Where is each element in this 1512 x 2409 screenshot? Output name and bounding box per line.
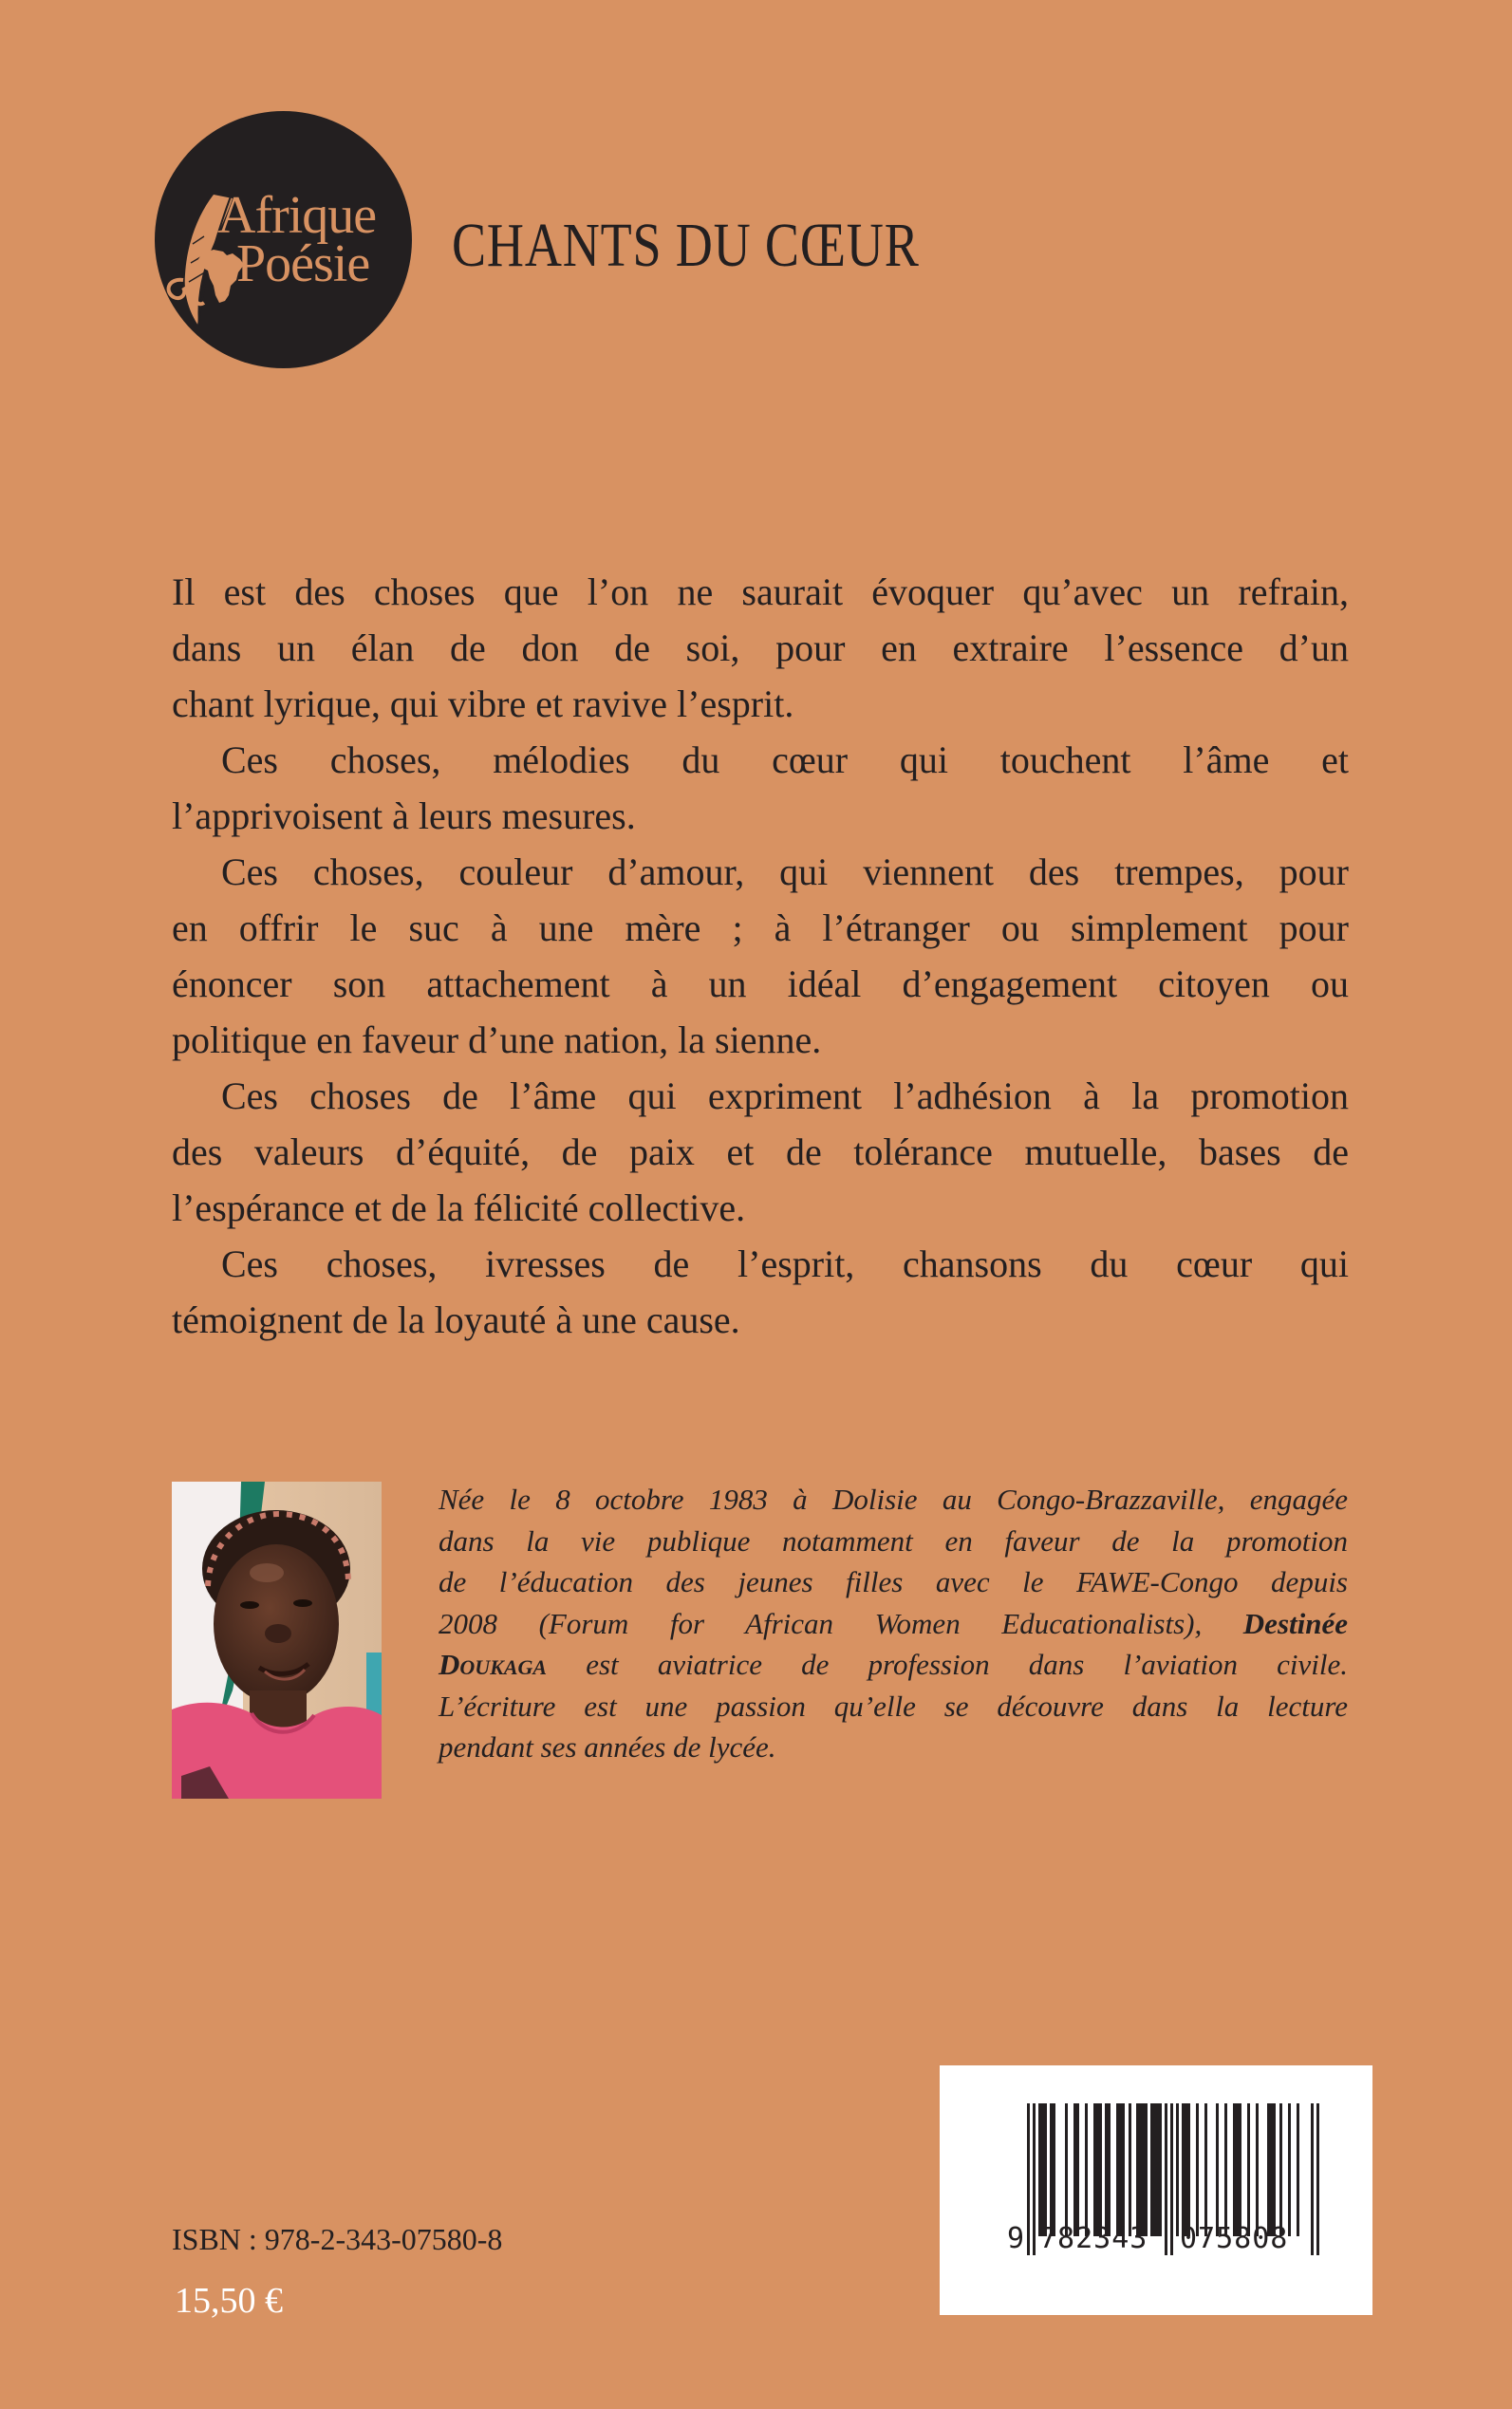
blurb-paragraph-4 [172,1068,1349,1236]
blurb-line: Ces choses de l’âme qui expriment l’adhésion à la promotion [221,1074,1349,1117]
back-cover-blurb [172,564,1349,1348]
bio-line: pendant ses années de lycée. [439,1730,776,1764]
barcode [940,2065,1372,2315]
svg-text:075808: 075808 [1180,2222,1289,2255]
svg-text:9: 9 [1007,2222,1025,2255]
author-portrait-image [172,1482,382,1799]
bio-line: de l’éducation des jeunes filles avec le FAWE-Congo depuis [439,1565,1348,1598]
blurb-line: dans un élan de don de soi, pour en extraire l’essence d’un [172,626,1349,669]
price-label: 15,50 € [175,2281,283,2321]
isbn-label: ISBN : 978-2-343-07580-8 [172,2222,503,2256]
blurb-line: énoncer son attachement à un idéal d’engagement citoyen ou [172,962,1349,1005]
bio-line: dans la vie publique notamment en faveur de la promotion [439,1523,1348,1558]
blurb-line: Il est des choses que l’on ne saurait évoquer qu’avec un refrain, [172,570,1349,613]
blurb-line: chant lyrique, qui vibre et ravive l’esprit. [172,682,794,725]
blurb-line: en offrir le suc à une mère ; à l’étranger ou simplement pour [172,906,1349,949]
author-last-name: Doukaga [439,1648,548,1681]
author-bio [439,1479,1348,1768]
bio-line: Née le 8 octobre 1983 à Dolisie au Congo-Brazzaville, engagée [439,1483,1348,1516]
blurb-line: Ces choses, mélodies du cœur qui touchent l’âme et [221,738,1349,781]
blurb-paragraph-1 [172,564,1349,732]
blurb-paragraph-5 [172,1236,1349,1348]
blurb-line: l’espérance et de la félicité collective. [172,1186,746,1229]
blurb-paragraph-3 [172,844,1349,1068]
bio-line [439,1644,1348,1686]
blurb-line: Ces choses, couleur d’amour, qui viennent des trempes, pour [221,850,1349,893]
bio-line: L’écriture est une passion qu’elle se découvre dans la lecture [439,1689,1348,1723]
author-first-name: Destinée [1242,1606,1348,1640]
blurb-line: témoignent de la loyauté à une cause. [172,1298,740,1341]
barcode-digits [1003,2193,1326,2259]
author-photo [172,1482,382,1799]
publisher-logo [155,111,412,368]
logo-text-afrique: Afrique [217,186,377,245]
book-title: CHANTS DU CŒUR [452,211,920,280]
blurb-paragraph-2 [172,732,1349,844]
blurb-line: Ces choses, ivresses de l’esprit, chansons du cœur qui [221,1242,1349,1285]
bio-text: 2008 (Forum for African Women Educationalists), [439,1606,1243,1640]
svg-text:782343: 782343 [1039,2222,1148,2255]
bio-text: est aviatrice de profession dans l’aviation civile. [547,1648,1348,1681]
logo-text-poesie: Poésie [236,234,370,293]
blurb-line: l’apprivoisent à leurs mesures. [172,794,636,837]
blurb-line: politique en faveur d’une nation, la sienne. [172,1018,822,1061]
bio-line [439,1603,1348,1645]
blurb-line: des valeurs d’équité, de paix et de tolérance mutuelle, bases de [172,1130,1349,1173]
